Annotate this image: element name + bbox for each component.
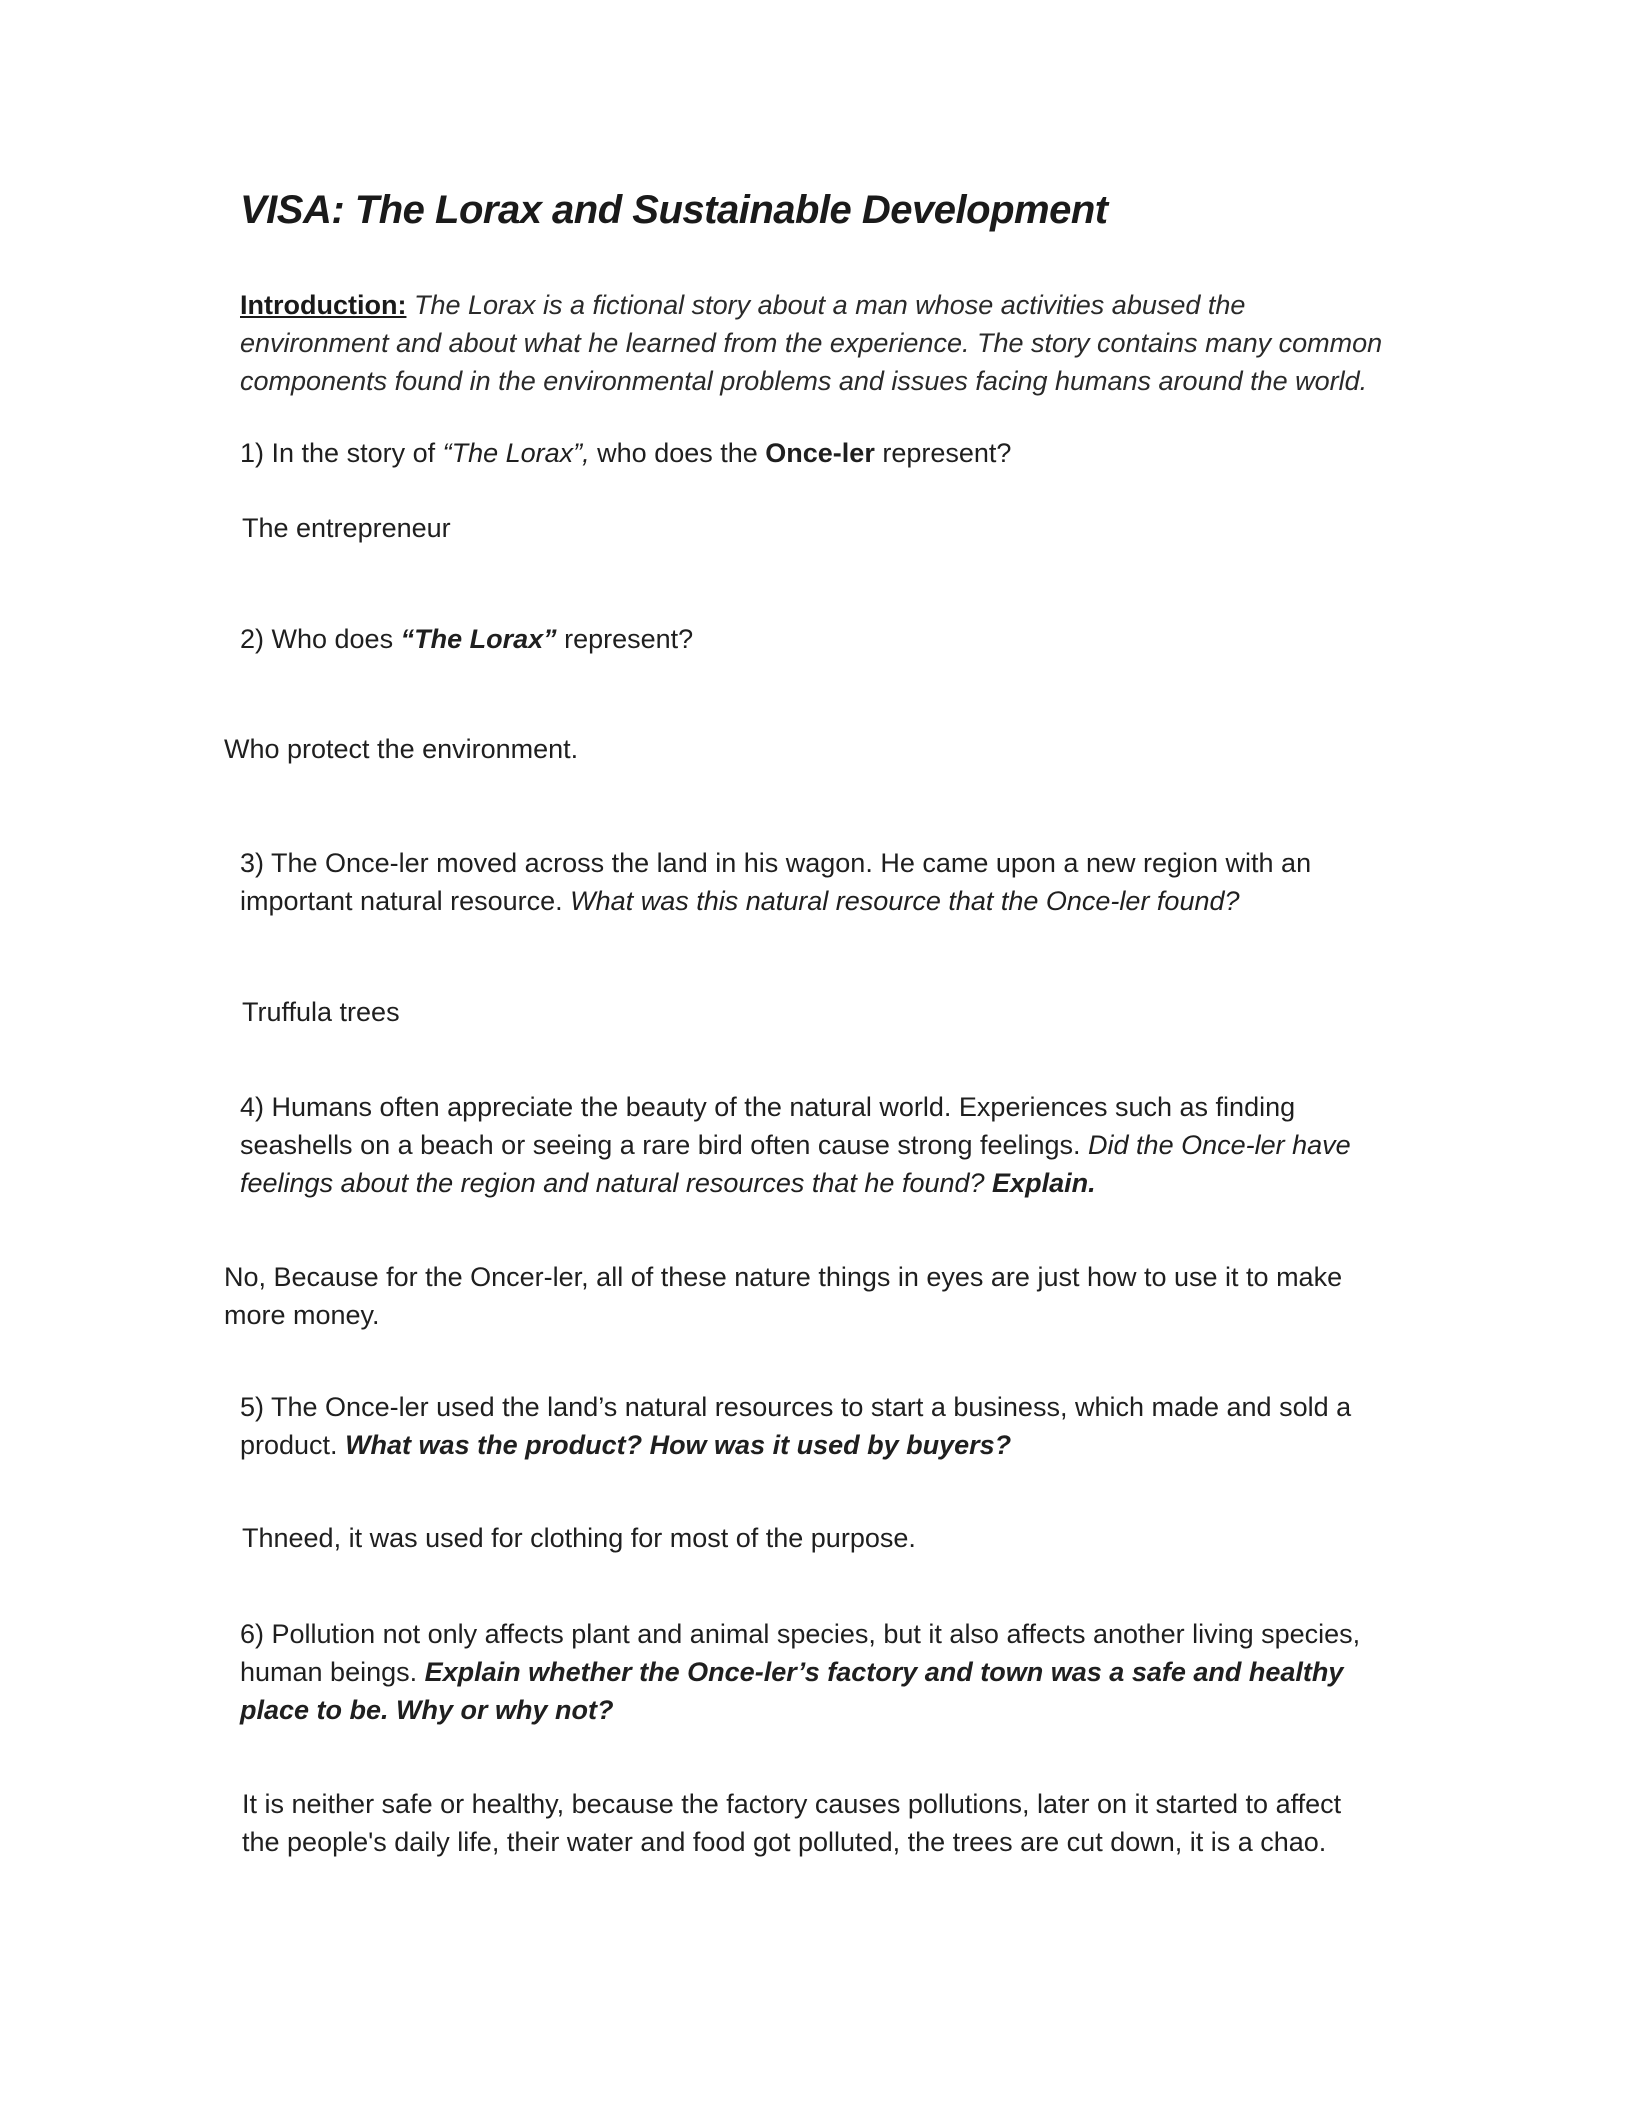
answer-4: No, Because for the Oncer-ler, all of these nature things in eyes are just how to use it to make more money. — [224, 1262, 1343, 1330]
question-1-text-mid: who does the — [589, 438, 766, 468]
question-2-bold: “The Lorax” — [400, 624, 557, 654]
introduction-label: Introduction: — [240, 290, 407, 320]
answer-5: Thneed, it was used for clothing for most of the purpose. — [242, 1523, 916, 1553]
document-title: VISA: The Lorax and Sustainable Development — [240, 188, 1108, 232]
question-3-italic: What was this natural resource that the Once-ler found? — [570, 886, 1240, 916]
question-5-bold-italic: What was the product? How was it used by buyers? — [345, 1430, 1012, 1460]
answer-6: It is neither safe or healthy, because the factory causes pollutions, later on it started to affect the people's daily life, their water and food got polluted, the trees are cut down, it is a chao. — [242, 1789, 1342, 1857]
question-3 — [240, 844, 1400, 920]
question-5-text: 5) The Once-ler used the land’s natural resources to start a business, which made and sold a product. — [240, 1392, 1352, 1460]
question-2 — [240, 620, 1400, 658]
introduction-text: The Lorax is a fictional story about a man whose activities abused the environment and about what he learned from the experience. The story contains many common components found in the environmental problems and issues facing humans around the world. — [240, 290, 1383, 396]
question-4-bold: Explain. — [992, 1168, 1096, 1198]
introduction-paragraph — [240, 286, 1390, 400]
answer-2: Who protect the environment. — [224, 734, 579, 764]
question-1-bold: Once-ler — [765, 438, 875, 468]
question-1-text-end: represent? — [874, 438, 1012, 468]
question-6-text: 6) Pollution not only affects plant and animal species, but it also affects another living species, human beings. — [240, 1619, 1361, 1687]
question-2-text: 2) Who does — [240, 624, 401, 654]
question-3-text: 3) The Once-ler moved across the land in his wagon. He came upon a new region with an important natural resource. — [240, 848, 1312, 916]
question-6 — [240, 1615, 1400, 1729]
question-4 — [240, 1088, 1400, 1202]
question-4-text: 4) Humans often appreciate the beauty of the natural world. Experiences such as finding seashells on a beach or seeing a rare bird often cause strong feelings. — [240, 1092, 1296, 1160]
question-6-bold-italic: Explain whether the Once-ler’s factory and town was a safe and healthy place to be. Why or why not? — [240, 1657, 1344, 1725]
question-1-title: “The Lorax”, — [442, 438, 590, 468]
question-4-italic: Did the Once-ler have feelings about the region and natural resources that he found? — [240, 1130, 1351, 1198]
answer-3: Truffula trees — [242, 997, 400, 1027]
answer-1: The entrepreneur — [242, 513, 451, 543]
question-5 — [240, 1388, 1400, 1464]
question-1 — [240, 434, 1400, 472]
question-1-text: 1) In the story of — [240, 438, 443, 468]
question-2-text-end: represent? — [556, 624, 694, 654]
